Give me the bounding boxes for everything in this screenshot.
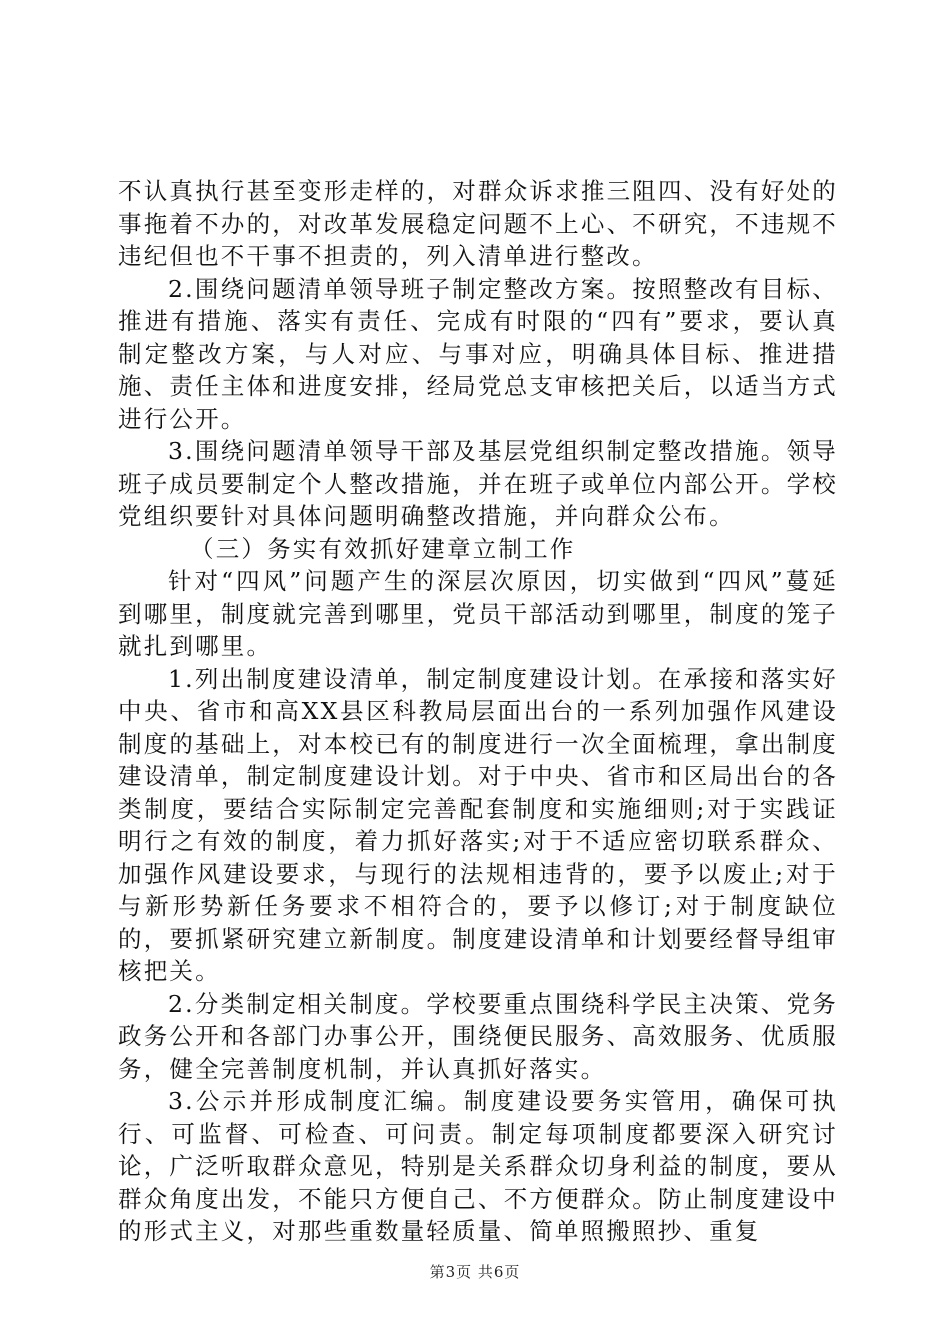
paragraph-4: 针对“四风”问题产生的深层次原因，切实做到“四风”蔓延到哪里，制度就完善到哪里，党员干部活动到哪里，制度的笼子就扎到哪里。 bbox=[118, 567, 838, 660]
document-body bbox=[118, 175, 838, 1248]
paragraph-6: 2.分类制定相关制度。学校要重点围绕科学民主决策、党务政务公开和各部门办事公开，围绕便民服务、高效服务、优质服务，健全完善制度机制，并认真抓好落实。 bbox=[118, 989, 838, 1083]
page-footer: 第3页 共6页 bbox=[429, 1263, 521, 1281]
paragraph-3: 3.围绕问题清单领导干部及基层党组织制定整改措施。领导班子成员要制定个人整改措施，并在班子或单位内部公开。学校党组织要针对具体问题明确整改措施，并向群众公布。 bbox=[118, 437, 838, 530]
paragraph-7: 3.公示并形成制度汇编。制度建设要务实管用，确保可执行、可监督、可检查、可问责。制定每项制度都要深入研究讨论，广泛听取群众意见，特别是关系群众切身利益的制度，要从群众角度出发，不能只方便自己、不方便群众。防止制度建设中的形式主义，对那些重数量轻质量、简单照搬照抄、重复 bbox=[118, 1087, 838, 1245]
paragraph-1: 不认真执行甚至变形走样的，对群众诉求推三阻四、没有好处的事拖着不办的，对改革发展稳定问题不上心、不研究，不违规不违纪但也不干事不担责的，列入清单进行整改。 bbox=[118, 177, 838, 270]
paragraph-2: 2.围绕问题清单领导班子制定整改方案。按照整改有目标、推进有措施、落实有责任、完成有时限的“四有”要求，要认真制定整改方案，与人对应、与事对应，明确具体目标、推进措施、责任主体和进度安排，经局党总支审核把关后，以适当方式进行公开。 bbox=[118, 274, 838, 433]
section-heading: （三）务实有效抓好建章立制工作 bbox=[190, 534, 576, 563]
paragraph-5: 1.列出制度建设清单，制定制度建设计划。在承接和落实好中央、省市和高XX县区科教局层面出台的一系列加强作风建设制度的基础上，对本校已有的制度进行一次全面梳理，拿出制度建设清单，制定制度建设计划。对于中央、省市和区局出台的各类制度，要结合实际制定完善配套制度和实施细则;对于实践证明行之有效的制度，着力抓好落实;对于不适应密切联系群众、加强作风建设要求，与现行的法规相违背的，要予以废止;对于与新形势新任务要求不相符合的，要予以修订;对于制度缺位的，要抓紧研究建立新制度。制度建设清单和计划要经督导组审核把关。 bbox=[118, 664, 838, 985]
